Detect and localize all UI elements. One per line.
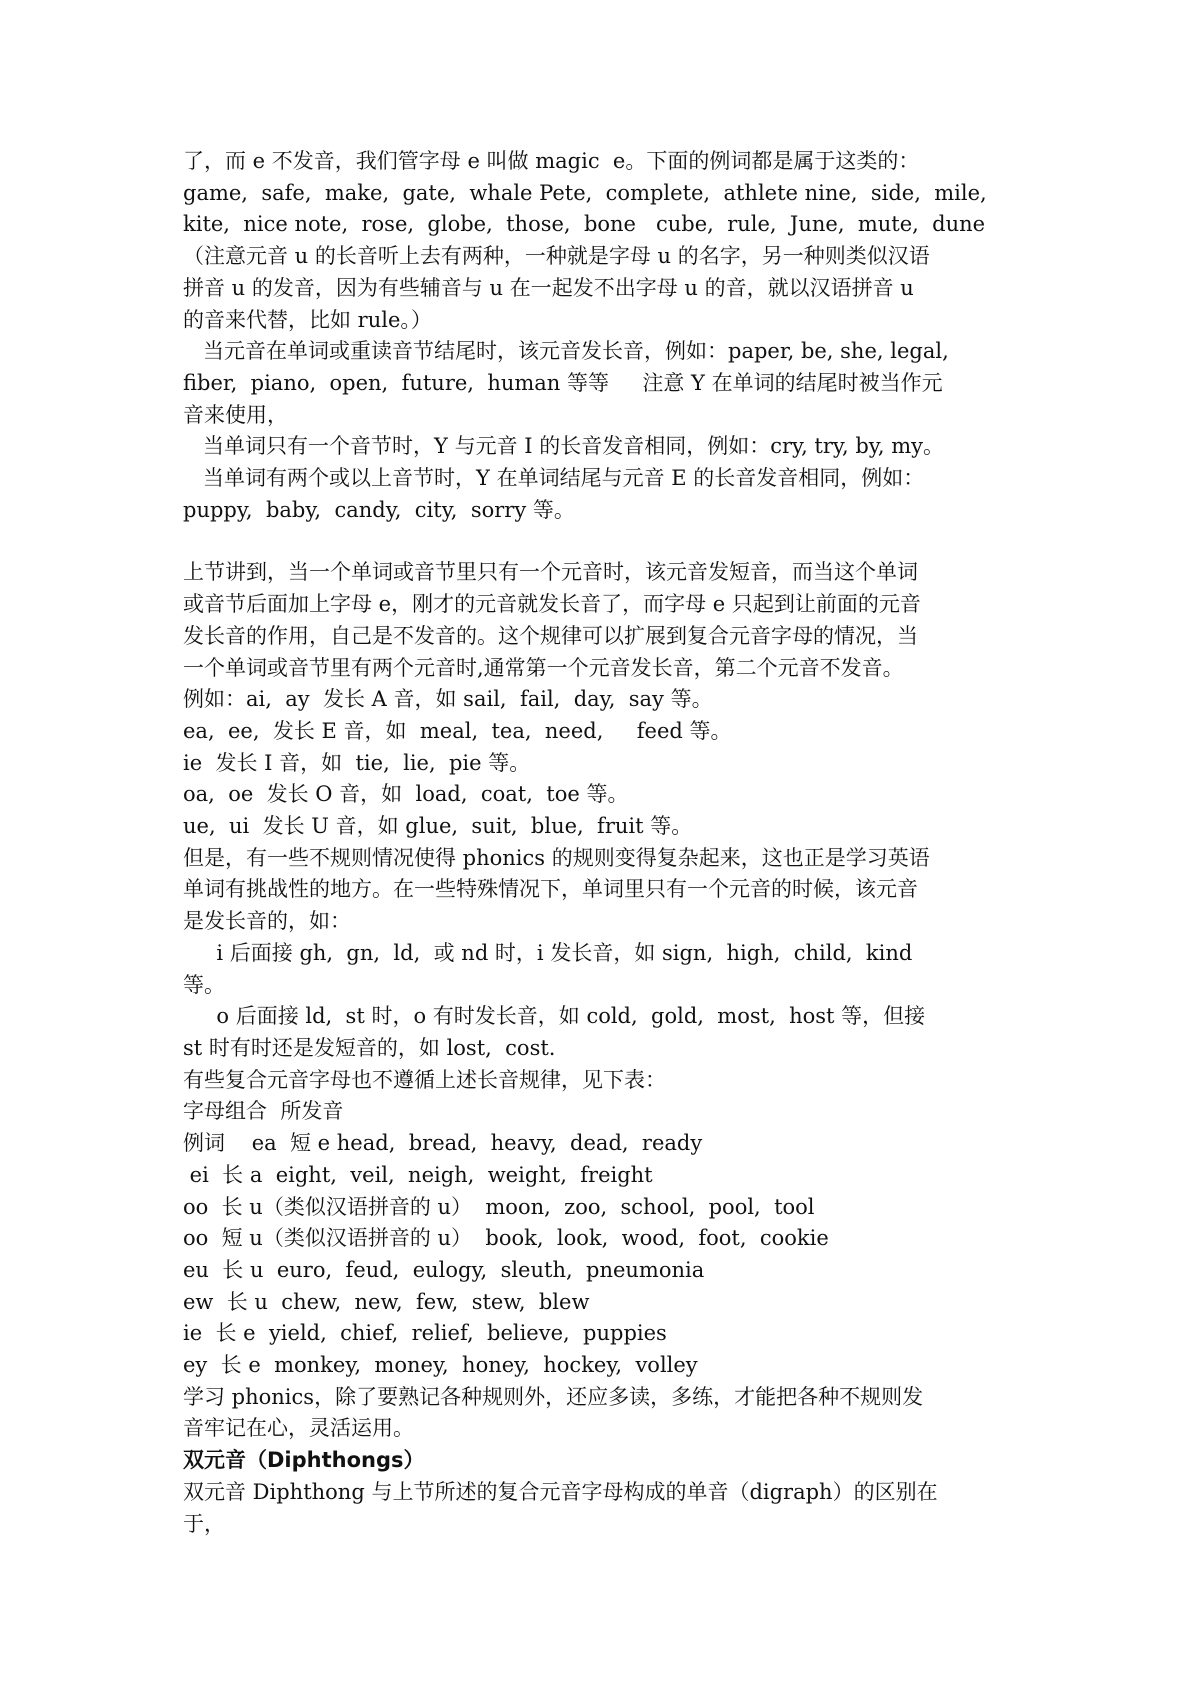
text-line: st 时有时还是发短音的，如 lost, cost.: [183, 1035, 556, 1060]
text-line: o 后面接 ld, st 时，o 有时发长音，如 cold, gold, most, host 等，但接: [183, 1004, 926, 1029]
text-line: 于，: [183, 1511, 225, 1536]
text-line: 但是，有一些不规则情况使得 phonics 的规则变得复杂起来，这也正是学习英语: [183, 845, 930, 870]
text-line: 拼音 u 的发音，因为有些辅音与 u 在一起发不出字母 u 的音，就以汉语拼音 u: [183, 275, 914, 300]
text-line: i 后面接 gh, gn, ld, 或 nd 时，i 发长音，如 sign, high, child, kind: [183, 940, 913, 965]
text-line: game, safe, make, gate, whale Pete, complete, athlete nine, side, mile,: [183, 180, 987, 205]
table-row: ey 长 e monkey, money, honey, hockey, volley: [183, 1353, 698, 1378]
text-line: 的音来代替，比如 rule。）: [183, 307, 432, 332]
text-line: ea, ee, 发长 E 音，如 meal, tea, need, feed 等。: [183, 718, 732, 743]
text-line: 有些复合元音字母也不遵循上述长音规律，见下表：: [183, 1067, 666, 1092]
table-row: 例词 ea 短 e head, bread, heavy, dead, ready: [183, 1131, 703, 1156]
text-line: puppy, baby, candy, city, sorry 等。: [183, 497, 575, 522]
paragraph-gap: [183, 526, 1033, 557]
text-line: 双元音 Diphthong 与上节所述的复合元音字母构成的单音（digraph）的区别在: [183, 1479, 938, 1504]
table-row: ei 长 a eight, veil, neigh, weight, freight: [183, 1162, 653, 1187]
text-line: fiber, piano, open, future, human 等等 注意 Y 在单词的结尾时被当作元: [183, 370, 943, 395]
table-header-line: 字母组合 所发音: [183, 1099, 344, 1124]
text-line: 音牢记在心，灵活运用。: [183, 1416, 414, 1441]
text-line: 单词有挑战性的地方。在一些特殊情况下，单词里只有一个元音的时候，该元音: [183, 877, 918, 902]
document-page: [183, 146, 1033, 1540]
table-row: eu 长 u euro, feud, eulogy, sleuth, pneumonia: [183, 1257, 705, 1282]
text-line: 当元音在单词或重读音节结尾时，该元音发长音，例如：paper, be, she, legal,: [183, 339, 949, 364]
text-line: 发长音的作用，自己是不发音的。这个规律可以扩展到复合元音字母的情况，当: [183, 623, 918, 648]
text-line: 当单词有两个或以上音节时，Y 在单词结尾与元音 E 的长音发音相同，例如：: [183, 466, 925, 491]
text-line: 或音节后面加上字母 e，刚才的元音就发长音了，而字母 e 只起到让前面的元音: [183, 592, 921, 617]
text-line: 是发长音的，如：: [183, 909, 351, 934]
section-heading: 双元音（Diphthongs）: [183, 1448, 425, 1473]
text-line: 了，而 e 不发音，我们管字母 e 叫做 magic e。下面的例词都是属于这类的：: [183, 149, 920, 173]
table-row: ew 长 u chew, new, few, stew, blew: [183, 1289, 590, 1314]
text-line: 音来使用，: [183, 402, 288, 427]
text-line: 等。: [183, 972, 225, 997]
text-line: （注意元音 u 的长音听上去有两种，一种就是字母 u 的名字，另一种则类似汉语: [183, 244, 930, 269]
text-line: 一个单词或音节里有两个元音时,通常第一个元音发长音，第二个元音不发音。: [183, 655, 904, 680]
text-line: ue, ui 发长 U 音，如 glue, suit, blue, fruit 等。: [183, 814, 693, 839]
text-line: ie 发长 I 音，如 tie, lie, pie 等。: [183, 750, 531, 775]
text-line: kite, nice note, rose, globe, those, bone cube, rule, June, mute, dune: [183, 212, 986, 237]
table-row: ie 长 e yield, chief, relief, believe, puppies: [183, 1321, 667, 1346]
text-line: 例如：ai, ay 发长 A 音，如 sail, fail, day, say 等。: [183, 687, 713, 712]
text-line: oa, oe 发长 O 音，如 load, coat, toe 等。: [183, 782, 629, 807]
text-line: 当单词只有一个音节时，Y 与元音 I 的长音发音相同，例如：cry, try, by, my。: [183, 434, 944, 459]
table-row: oo 短 u（类似汉语拼音的 u） book, look, wood, foot, cookie: [183, 1226, 829, 1251]
table-row: oo 长 u（类似汉语拼音的 u） moon, zoo, school, pool, tool: [183, 1194, 815, 1219]
text-line: 上节讲到，当一个单词或音节里只有一个元音时，该元音发短音，而当这个单词: [183, 560, 918, 585]
text-line: 学习 phonics，除了要熟记各种规则外，还应多读，多练，才能把各种不规则发: [183, 1384, 924, 1409]
